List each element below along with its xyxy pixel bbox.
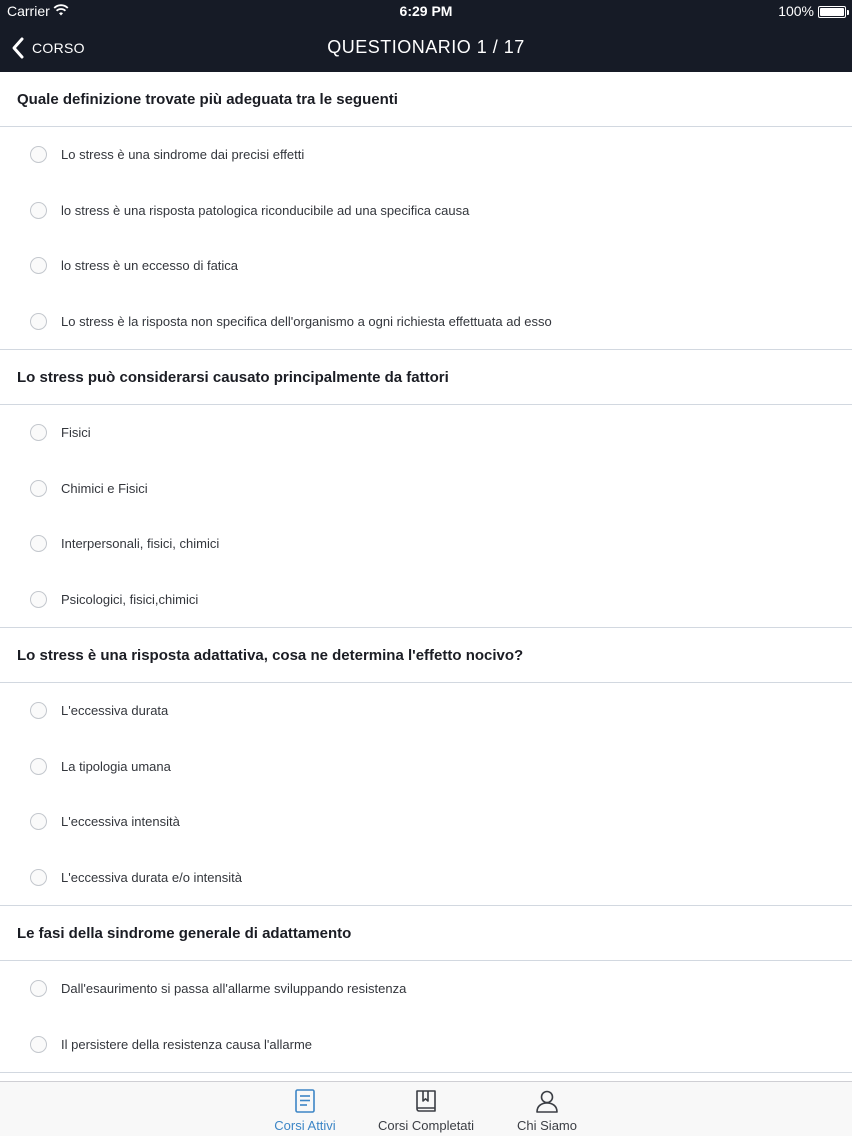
answer-label: lo stress è una risposta patologica riconducibile ad una specifica causa xyxy=(61,202,470,218)
answer-option[interactable] xyxy=(0,739,852,795)
radio-button[interactable] xyxy=(30,980,47,997)
question-title: Lo stress è una risposta adattativa, cosa ne determina l'effetto nocivo? xyxy=(0,628,852,683)
answer-option[interactable] xyxy=(0,127,852,183)
questionnaire-list[interactable] xyxy=(0,72,852,1081)
question-group xyxy=(0,628,852,906)
answer-option[interactable] xyxy=(0,294,852,350)
radio-button[interactable] xyxy=(30,702,47,719)
answer-option[interactable] xyxy=(0,183,852,239)
radio-button[interactable] xyxy=(30,535,47,552)
tab-bar xyxy=(0,1081,852,1136)
answer-label: L'eccessiva intensità xyxy=(61,814,180,830)
battery-icon xyxy=(818,6,846,18)
radio-button[interactable] xyxy=(30,813,47,830)
answer-option[interactable] xyxy=(0,961,852,1017)
answer-option[interactable] xyxy=(0,238,852,294)
tab-corsi-completati[interactable] xyxy=(366,1082,486,1136)
answer-option[interactable] xyxy=(0,461,852,517)
radio-button[interactable] xyxy=(30,146,47,163)
top-bar xyxy=(0,0,852,72)
radio-button[interactable] xyxy=(30,869,47,886)
answer-label: Fisici xyxy=(61,425,91,441)
radio-button[interactable] xyxy=(30,758,47,775)
answer-label: Il persistere della resistenza causa l'allarme xyxy=(61,1036,313,1052)
question-title: Le fasi della sindrome generale di adattamento xyxy=(0,906,852,961)
question-group xyxy=(0,350,852,628)
answer-option[interactable] xyxy=(0,1017,852,1073)
radio-button[interactable] xyxy=(30,424,47,441)
navigation-bar xyxy=(0,24,852,72)
answer-label: La tipologia umana xyxy=(61,758,171,774)
radio-button[interactable] xyxy=(30,480,47,497)
answer-label: Chimici e Fisici xyxy=(61,480,148,496)
tab-label: Chi Siamo xyxy=(517,1118,577,1133)
person-icon xyxy=(534,1088,560,1114)
answer-option[interactable] xyxy=(0,683,852,739)
document-list-icon xyxy=(292,1088,318,1114)
answer-label: L'eccessiva durata e/o intensità xyxy=(61,869,242,885)
answer-label: Interpersonali, fisici, chimici xyxy=(61,536,220,552)
answer-option[interactable] xyxy=(0,794,852,850)
page-title: QUESTIONARIO 1 / 17 xyxy=(327,37,525,57)
question-group xyxy=(0,906,852,1073)
answer-option[interactable] xyxy=(0,850,852,906)
tab-label: Corsi Attivi xyxy=(274,1118,336,1133)
answer-option[interactable] xyxy=(0,572,852,628)
radio-button[interactable] xyxy=(30,202,47,219)
answer-label: lo stress è un eccesso di fatica xyxy=(61,258,239,274)
battery-percentage: 100% xyxy=(778,3,814,19)
answer-label: Psicologici, fisici,chimici xyxy=(61,591,199,607)
answer-option[interactable] xyxy=(0,516,852,572)
answer-label: Lo stress è una sindrome dai precisi effetti xyxy=(61,147,305,163)
radio-button[interactable] xyxy=(30,313,47,330)
question-title: Lo stress può considerarsi causato principalmente da fattori xyxy=(0,350,852,405)
radio-button[interactable] xyxy=(30,591,47,608)
clock: 6:29 PM xyxy=(399,3,453,19)
tab-chi-siamo[interactable] xyxy=(504,1082,590,1136)
radio-button[interactable] xyxy=(30,1036,47,1053)
back-label: CORSO xyxy=(32,40,85,56)
status-bar xyxy=(0,0,852,24)
carrier-label: Carrier xyxy=(7,3,50,19)
bookmark-book-icon xyxy=(413,1088,439,1114)
tab-label: Corsi Completati xyxy=(377,1118,475,1133)
answer-label: Dall'esaurimento si passa all'allarme sviluppando resistenza xyxy=(61,981,407,997)
radio-button[interactable] xyxy=(30,257,47,274)
question-group xyxy=(0,72,852,350)
answer-option[interactable] xyxy=(0,405,852,461)
question-title: Quale definizione trovate più adeguata tra le seguenti xyxy=(0,72,852,127)
answer-label: Lo stress è la risposta non specifica dell'organismo a ogni richiesta effettuata ad esso xyxy=(61,313,552,329)
tab-corsi-attivi[interactable] xyxy=(262,1082,348,1136)
answer-label: L'eccessiva durata xyxy=(61,703,169,719)
